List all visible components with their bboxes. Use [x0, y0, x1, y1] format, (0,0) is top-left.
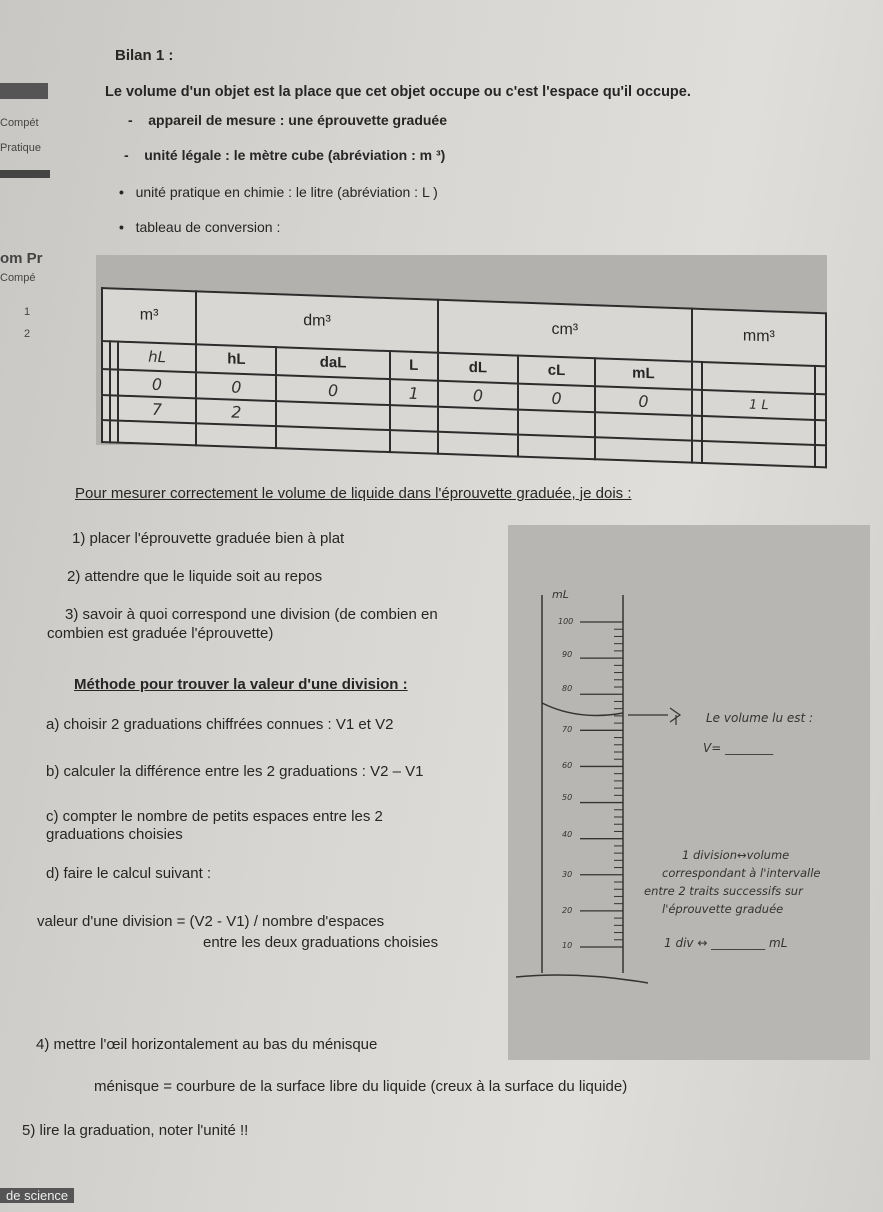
bullet-1: - appareil de mesure : une éprouvette graduée: [128, 112, 447, 128]
one-division-answer: 1 div ↔ _________ mL: [664, 936, 788, 950]
minor-ticks: [614, 629, 623, 940]
cylinder-base: [516, 975, 648, 983]
header-m3: m³: [102, 288, 196, 344]
bullet-4-text: tableau de conversion :: [135, 219, 281, 235]
cell-r1-5: 0: [438, 381, 518, 410]
method-step-c-line-2: graduations choisies: [46, 826, 183, 843]
unit-hl-hand: hL: [118, 341, 196, 372]
margin-pratique: Pratique: [0, 142, 41, 154]
procedure-title: Pour mesurer correctement le volume de liquide dans l'éprouvette graduée, je dois :: [75, 485, 632, 502]
bullet-3-text: unité pratique en chimie : le litre (abréviation : L ): [135, 184, 438, 200]
grad-10: 10: [562, 941, 573, 950]
grad-30: 30: [562, 870, 573, 879]
margin-compe: Compé: [0, 272, 36, 284]
cell-r2-1: 7: [118, 396, 196, 423]
division-note-4: l'éprouvette graduée: [662, 902, 784, 916]
cell-r1-1: 0: [118, 370, 196, 399]
method-title: Méthode pour trouver la valeur d'une division :: [74, 676, 408, 693]
step-3-line-1: 3) savoir à quoi correspond une division (de combien en: [65, 606, 438, 623]
cell: [815, 445, 826, 468]
grad-90: 90: [562, 650, 573, 659]
cell: [390, 430, 438, 454]
margin-bar: [0, 170, 50, 178]
cell: [118, 420, 196, 445]
cell: [595, 413, 692, 441]
bullet-2-text: unité légale : le mètre cube (abréviation : m ³): [144, 147, 446, 163]
header-cm3: cm³: [438, 300, 692, 362]
page-title: Bilan 1 :: [115, 47, 174, 64]
cell: [110, 420, 118, 443]
cell: [390, 405, 438, 431]
cell: [692, 390, 702, 417]
grad-80: 80: [562, 684, 573, 693]
major-ticks: [580, 622, 623, 947]
bullet-2: - unité légale : le mètre cube (abréviation : m ³): [124, 147, 446, 163]
cell: [102, 395, 110, 420]
conversion-table: [101, 287, 827, 468]
bullet-4: • tableau de conversion :: [119, 219, 281, 235]
step-1: 1) placer l'éprouvette graduée bien à plat: [72, 530, 345, 547]
cell: [692, 440, 702, 463]
formula-line-2: entre les deux graduations choisies: [203, 934, 439, 951]
cell: [110, 396, 118, 421]
cell-r2-2: 2: [196, 399, 276, 426]
division-note-2: correspondant à l'intervalle: [662, 866, 821, 880]
grad-40: 40: [562, 830, 573, 839]
header-mm3: mm³: [692, 309, 826, 366]
cell: [518, 410, 595, 437]
method-step-b: b) calculer la différence entre les 2 graduations : V2 – V1: [46, 763, 424, 780]
method-step-d: d) faire le calcul suivant :: [46, 865, 212, 882]
margin-num2: 2: [24, 328, 31, 340]
volume-read-label: Le volume lu est :: [706, 711, 814, 725]
definition-text: Le volume d'un objet est la place que cet objet occupe ou c'est l'espace qu'il occupe.: [105, 84, 691, 100]
unit-empty-2: [110, 341, 118, 370]
unit-ml: mL: [595, 358, 692, 390]
method-step-a: a) choisir 2 graduations chiffrées connues : V1 et V2: [46, 716, 394, 733]
grad-20: 20: [562, 906, 573, 915]
cell: [518, 434, 595, 459]
step-5: 5) lire la graduation, noter l'unité !!: [22, 1122, 249, 1139]
step-2: 2) attendre que le liquide soit au repos: [67, 568, 323, 585]
cell-r1-7: 0: [595, 386, 692, 416]
cell: [595, 437, 692, 463]
unit-dal: daL: [276, 347, 389, 379]
margin-competences: Compét: [0, 117, 39, 129]
cell-r1-2: 0: [196, 372, 276, 401]
cell: [196, 423, 276, 448]
margin-box: [0, 83, 48, 99]
cell: [102, 420, 110, 443]
cell-r1-4: 1: [390, 379, 438, 407]
cell-hand-note: 1 L: [702, 390, 815, 420]
formula-line-1: valeur d'une division = (V2 - V1) / nombre d'espaces: [37, 913, 385, 930]
unit-empty-1: [102, 341, 110, 370]
cell: [438, 431, 518, 456]
unit-empty-4: [702, 362, 815, 394]
eye-icon: [670, 708, 680, 722]
cell: [692, 416, 702, 441]
margin-om-pr: om Pr: [0, 250, 43, 267]
menisque-definition: ménisque = courbure de la surface libre du liquide (creux à la surface du liquide): [94, 1078, 628, 1095]
method-step-c-line-1: c) compter le nombre de petits espaces entre les 2: [46, 808, 383, 825]
unit-dl: dL: [438, 352, 518, 383]
bullet-3: • unité pratique en chimie : le litre (abréviation : L ): [119, 184, 438, 200]
meniscus-curve: [542, 703, 623, 715]
step-4: 4) mettre l'œil horizontalement au bas du ménisque: [36, 1036, 378, 1053]
unit-empty-5: [815, 366, 826, 395]
grad-60: 60: [562, 761, 573, 770]
unit-cl: cL: [518, 355, 595, 386]
figure-unit: mL: [552, 588, 569, 601]
volume-answer-line: V= ________: [703, 741, 774, 755]
division-note-1: 1 division↔volume: [682, 848, 790, 862]
grad-100: 100: [558, 617, 574, 626]
header-dm3: dm³: [196, 291, 438, 352]
cell-r1-3: 0: [276, 375, 389, 405]
unit-l: L: [390, 351, 438, 381]
margin-num1: 1: [24, 306, 31, 318]
unit-empty-3: [692, 361, 702, 390]
division-note-3: entre 2 traits successifs sur: [644, 884, 803, 898]
grad-70: 70: [562, 725, 573, 734]
step-3-line-2: combien est graduée l'éprouvette): [47, 625, 274, 642]
cell: [702, 441, 815, 467]
footer-fragment: de science: [0, 1188, 74, 1203]
unit-hl: hL: [196, 344, 276, 375]
cell: [815, 420, 826, 445]
cell: [438, 407, 518, 434]
cell-r1-6: 0: [518, 384, 595, 413]
cell: [276, 426, 389, 452]
cell: [110, 369, 118, 396]
bullet-1-text: appareil de mesure : une éprouvette graduée: [148, 112, 447, 128]
grad-50: 50: [562, 793, 573, 802]
cell: [815, 394, 826, 421]
cell: [102, 369, 110, 396]
